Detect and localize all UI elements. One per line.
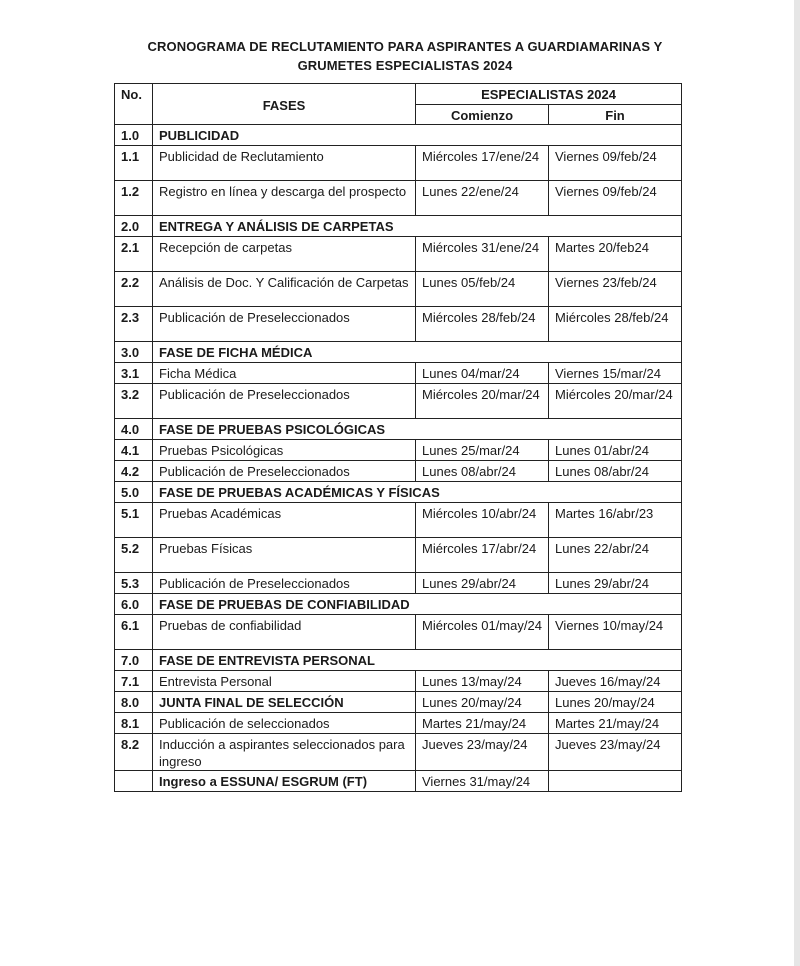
phase-name: Análisis de Doc. Y Calificación de Carpetas <box>153 272 416 307</box>
row-number: 5.1 <box>115 503 153 538</box>
row-number: 8.0 <box>115 692 153 713</box>
phase-name: Publicación de Preseleccionados <box>153 573 416 594</box>
section-row <box>115 216 682 237</box>
end-date: Jueves 16/may/24 <box>549 671 682 692</box>
row-number: 1.1 <box>115 146 153 181</box>
start-date: Miércoles 17/abr/24 <box>416 538 549 573</box>
row-number: 1.2 <box>115 181 153 216</box>
row-number: 5.3 <box>115 573 153 594</box>
section-row <box>115 419 682 440</box>
end-date: Martes 21/may/24 <box>549 713 682 734</box>
start-date: Lunes 20/may/24 <box>416 692 549 713</box>
phase-name: Entrevista Personal <box>153 671 416 692</box>
end-date: Viernes 09/feb/24 <box>549 146 682 181</box>
end-date: Viernes 09/feb/24 <box>549 181 682 216</box>
start-date: Lunes 29/abr/24 <box>416 573 549 594</box>
phase-name: Publicidad de Reclutamiento <box>153 146 416 181</box>
row-number: 2.1 <box>115 237 153 272</box>
end-date: Lunes 20/may/24 <box>549 692 682 713</box>
start-date: Lunes 13/may/24 <box>416 671 549 692</box>
end-date: Miércoles 20/mar/24 <box>549 384 682 419</box>
end-date <box>549 771 682 792</box>
start-date: Miércoles 20/mar/24 <box>416 384 549 419</box>
row-number: 8.1 <box>115 713 153 734</box>
phase-name: Publicación de Preseleccionados <box>153 384 416 419</box>
phase-name: Inducción a aspirantes seleccionados para ingreso <box>153 734 416 771</box>
end-date: Jueves 23/may/24 <box>549 734 682 771</box>
table-row <box>115 237 682 272</box>
table-row <box>115 181 682 216</box>
section-title: FASE DE FICHA MÉDICA <box>153 342 682 363</box>
section-row <box>115 594 682 615</box>
end-date: Viernes 23/feb/24 <box>549 272 682 307</box>
row-number: 4.0 <box>115 419 153 440</box>
start-date: Miércoles 31/ene/24 <box>416 237 549 272</box>
table-row <box>115 771 682 792</box>
end-date: Lunes 08/abr/24 <box>549 461 682 482</box>
section-row <box>115 482 682 503</box>
start-date: Lunes 04/mar/24 <box>416 363 549 384</box>
table-row <box>115 503 682 538</box>
phase-name: Recepción de carpetas <box>153 237 416 272</box>
table-row <box>115 713 682 734</box>
row-number: 6.0 <box>115 594 153 615</box>
title-line-1: CRONOGRAMA DE RECLUTAMIENTO PARA ASPIRANTES A GUARDIAMARINAS Y <box>147 39 663 54</box>
end-date: Martes 16/abr/23 <box>549 503 682 538</box>
row-number: 4.2 <box>115 461 153 482</box>
header-fin: Fin <box>549 105 682 125</box>
start-date: Viernes 31/may/24 <box>416 771 549 792</box>
table-row <box>115 573 682 594</box>
phase-name: Publicación de Preseleccionados <box>153 307 416 342</box>
section-title: FASE DE PRUEBAS ACADÉMICAS Y FÍSICAS <box>153 482 682 503</box>
phase-name: Ingreso a ESSUNA/ ESGRUM (FT) <box>153 771 416 792</box>
table-row <box>115 461 682 482</box>
phase-name: Pruebas de confiabilidad <box>153 615 416 650</box>
start-date: Miércoles 28/feb/24 <box>416 307 549 342</box>
row-number: 6.1 <box>115 615 153 650</box>
table-row <box>115 384 682 419</box>
start-date: Miércoles 01/may/24 <box>416 615 549 650</box>
row-number: 4.1 <box>115 440 153 461</box>
table-row <box>115 692 682 713</box>
section-title: PUBLICIDAD <box>153 125 682 146</box>
phase-name: Pruebas Físicas <box>153 538 416 573</box>
end-date: Lunes 01/abr/24 <box>549 440 682 461</box>
phase-name: Publicación de Preseleccionados <box>153 461 416 482</box>
table-row <box>115 538 682 573</box>
header-comienzo: Comienzo <box>416 105 549 125</box>
phase-name: Registro en línea y descarga del prospecto <box>153 181 416 216</box>
schedule-rows <box>115 125 682 792</box>
section-row <box>115 125 682 146</box>
section-title: FASE DE PRUEBAS DE CONFIABILIDAD <box>153 594 682 615</box>
row-number: 5.2 <box>115 538 153 573</box>
table-row <box>115 363 682 384</box>
start-date: Lunes 08/abr/24 <box>416 461 549 482</box>
end-date: Martes 20/feb24 <box>549 237 682 272</box>
row-number: 1.0 <box>115 125 153 146</box>
start-date: Miércoles 10/abr/24 <box>416 503 549 538</box>
document-title <box>110 37 700 75</box>
table-row <box>115 440 682 461</box>
start-date: Lunes 25/mar/24 <box>416 440 549 461</box>
table-row <box>115 615 682 650</box>
table-row <box>115 272 682 307</box>
title-line-2: GRUMETES ESPECIALISTAS 2024 <box>297 58 513 73</box>
row-number: 3.2 <box>115 384 153 419</box>
end-date: Miércoles 28/feb/24 <box>549 307 682 342</box>
start-date: Lunes 22/ene/24 <box>416 181 549 216</box>
page-edge <box>794 0 800 966</box>
row-number: 5.0 <box>115 482 153 503</box>
phase-name: Ficha Médica <box>153 363 416 384</box>
start-date: Lunes 05/feb/24 <box>416 272 549 307</box>
end-date: Viernes 15/mar/24 <box>549 363 682 384</box>
row-number: 7.0 <box>115 650 153 671</box>
row-number: 3.1 <box>115 363 153 384</box>
phase-name: Publicación de seleccionados <box>153 713 416 734</box>
phase-name: JUNTA FINAL DE SELECCIÓN <box>153 692 416 713</box>
phase-name: Pruebas Académicas <box>153 503 416 538</box>
section-title: ENTREGA Y ANÁLISIS DE CARPETAS <box>153 216 682 237</box>
table-row <box>115 734 682 771</box>
end-date: Lunes 29/abr/24 <box>549 573 682 594</box>
table-row <box>115 671 682 692</box>
header-fases: FASES <box>153 84 416 125</box>
start-date: Jueves 23/may/24 <box>416 734 549 771</box>
section-row <box>115 650 682 671</box>
row-number: 2.0 <box>115 216 153 237</box>
row-number: 8.2 <box>115 734 153 771</box>
section-row <box>115 342 682 363</box>
row-number: 3.0 <box>115 342 153 363</box>
row-number: 2.3 <box>115 307 153 342</box>
end-date: Lunes 22/abr/24 <box>549 538 682 573</box>
start-date: Miércoles 17/ene/24 <box>416 146 549 181</box>
row-number <box>115 771 153 792</box>
row-number: 7.1 <box>115 671 153 692</box>
header-no: No. <box>115 84 153 125</box>
schedule-table <box>114 83 682 792</box>
table-row <box>115 146 682 181</box>
table-row <box>115 307 682 342</box>
end-date: Viernes 10/may/24 <box>549 615 682 650</box>
row-number: 2.2 <box>115 272 153 307</box>
section-title: FASE DE ENTREVISTA PERSONAL <box>153 650 682 671</box>
section-title: FASE DE PRUEBAS PSICOLÓGICAS <box>153 419 682 440</box>
start-date: Martes 21/may/24 <box>416 713 549 734</box>
header-especialistas: ESPECIALISTAS 2024 <box>416 84 682 105</box>
phase-name: Pruebas Psicológicas <box>153 440 416 461</box>
